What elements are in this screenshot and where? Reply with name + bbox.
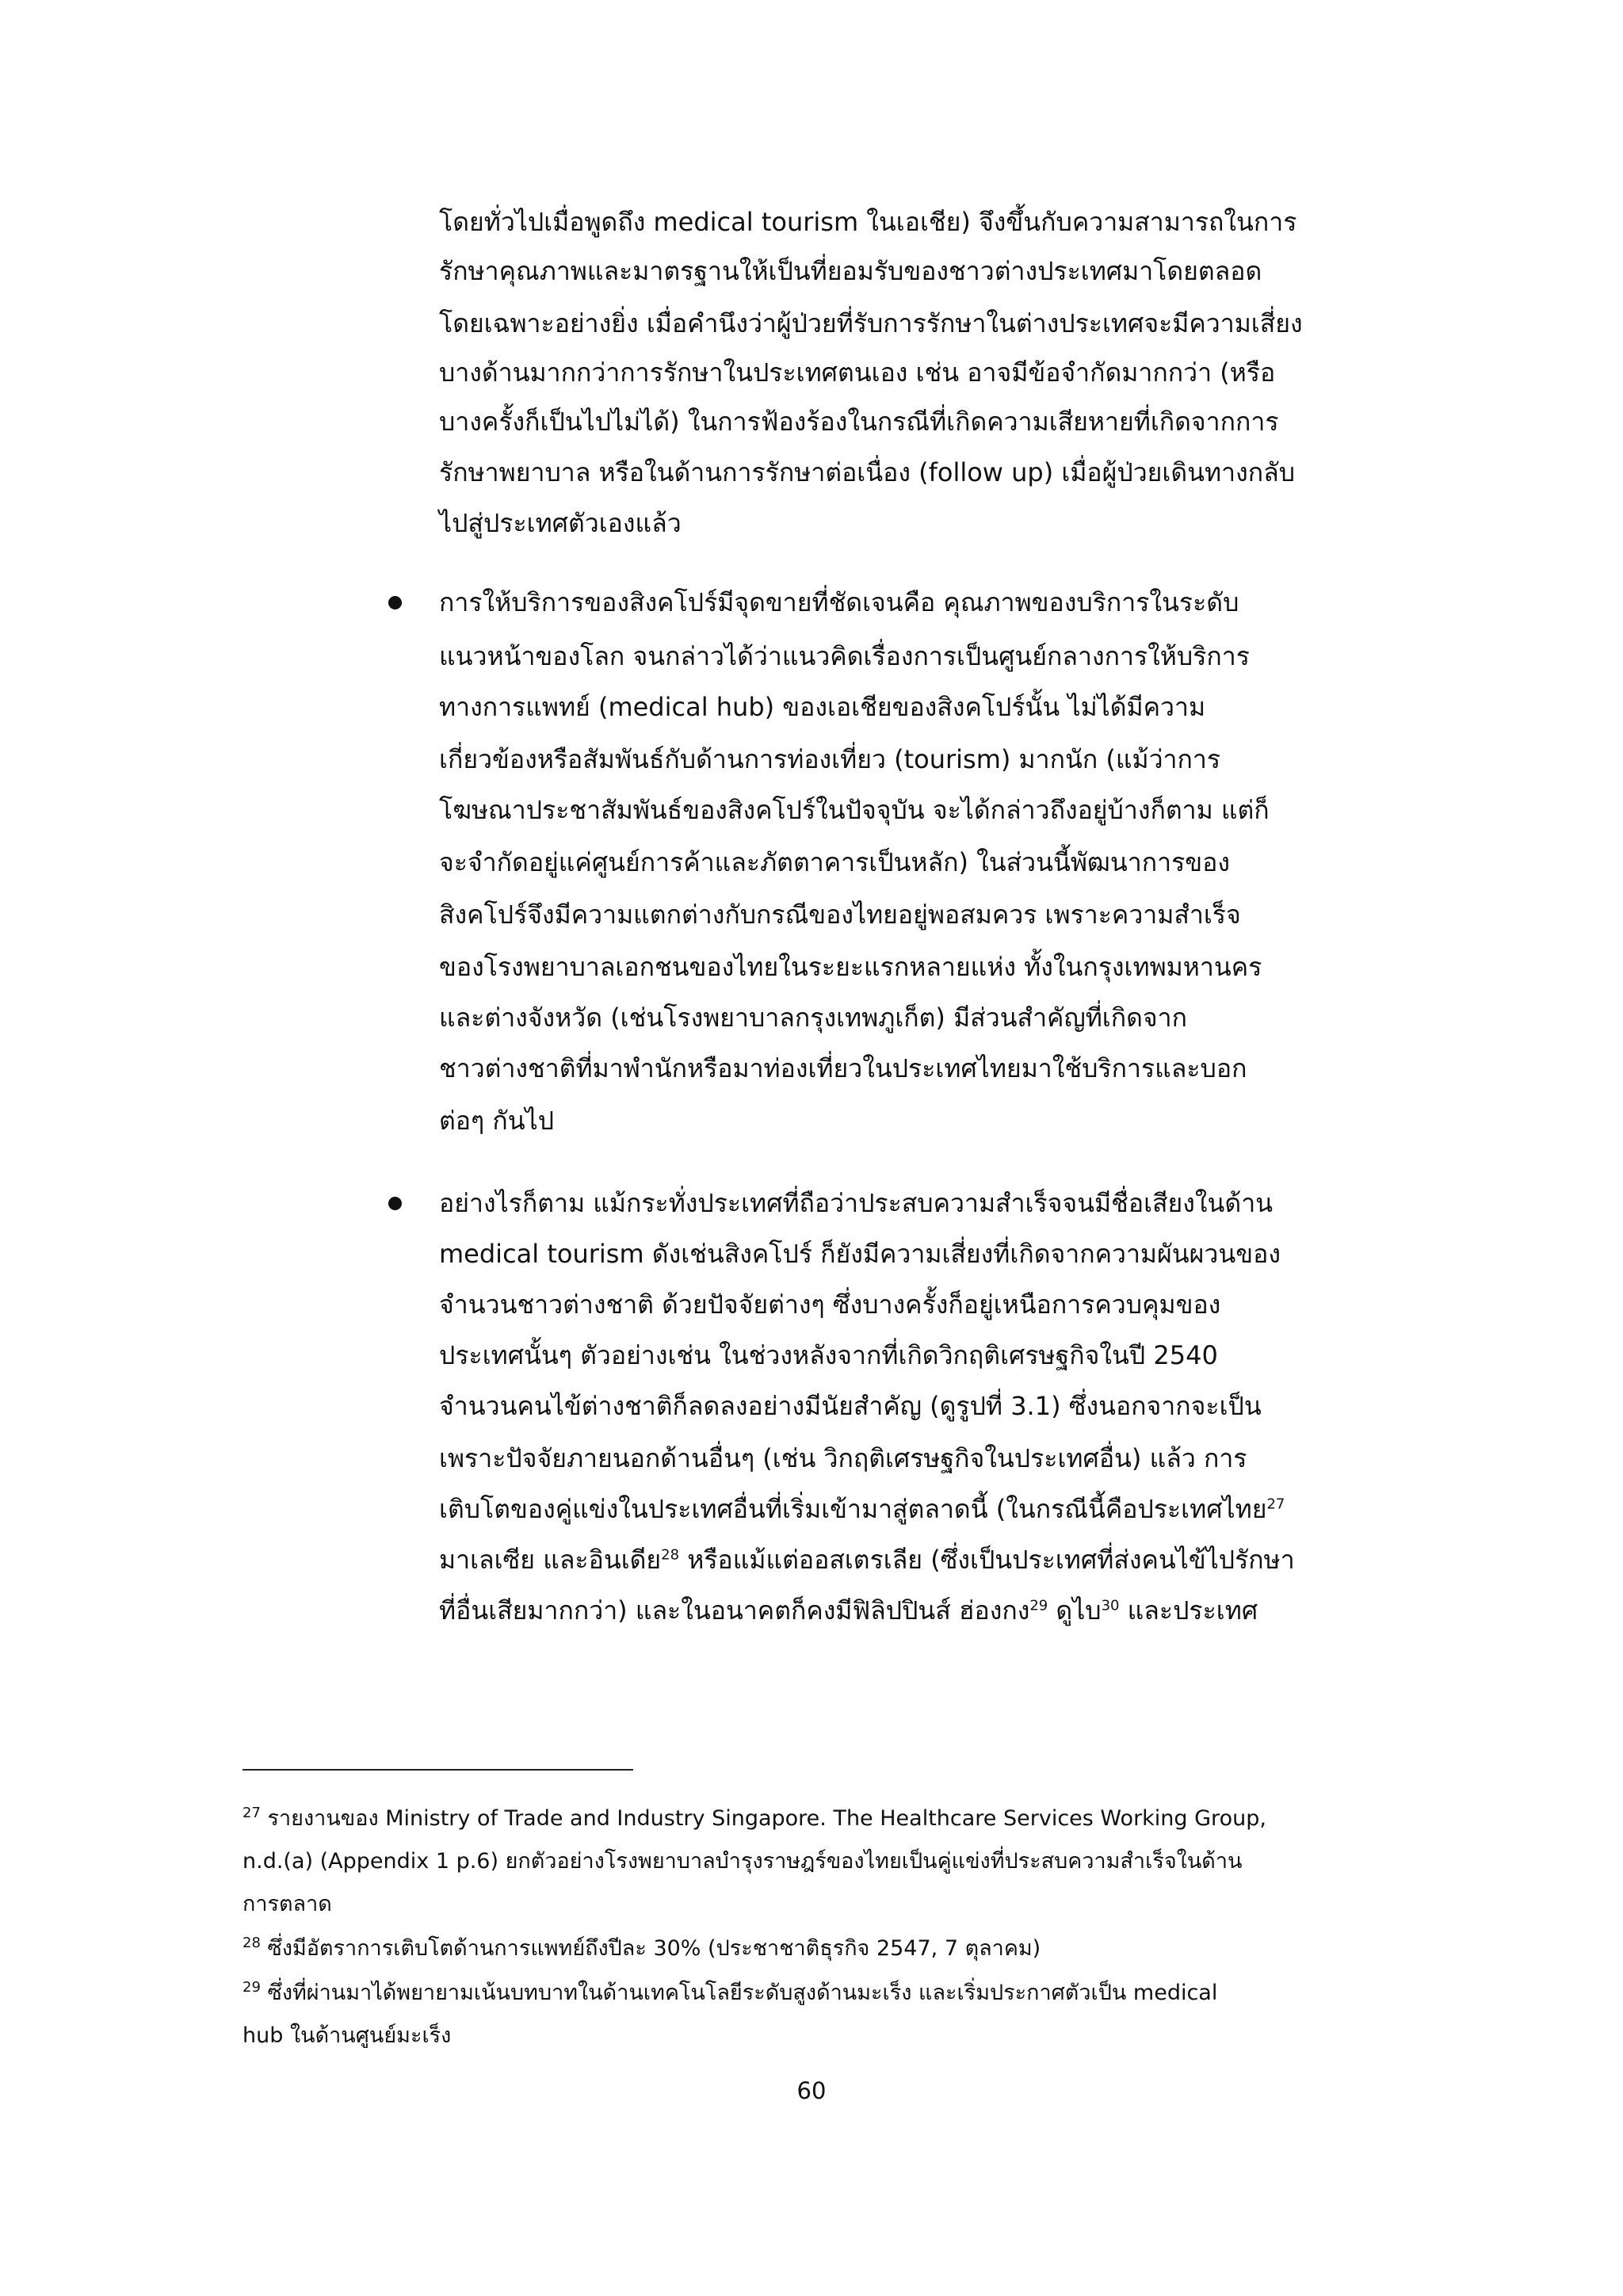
footnote-ref[interactable]: 29: [1029, 1597, 1048, 1614]
footnote-number: 28: [242, 1935, 261, 1951]
bullet-icon: [388, 596, 402, 609]
footnote-number: 29: [242, 1979, 261, 1996]
footnote-28: [242, 1934, 1041, 1964]
text-segment: หรือแม้แต่ออสเตรเลีย (ซึ่งเป็นประเทศที่ส่งคนไข้ไปรักษา: [679, 1545, 1295, 1575]
text-line: รักษาคุณภาพและมาตรฐานให้เป็นที่ยอมรับของชาวต่างประเทศมาโดยตลอด: [439, 256, 1262, 286]
text-line: ชาวต่างชาติที่มาพำนักหรือมาท่องเที่ยวในประเทศไทยมาใช้บริการและบอก: [439, 1053, 1247, 1083]
footnote-text: ซึ่งมีอัตราการเติบโตด้านการแพทย์ถึงปีละ 30% (ประชาชาติธุรกิจ 2547, 7 ตุลาคม): [260, 1936, 1041, 1961]
text-segment: และประเทศ: [1119, 1595, 1258, 1626]
text-line: เกี่ยวข้องหรือสัมพันธ์กับด้านการท่องเที่ยว (tourism) มากนัก (แม้ว่าการ: [439, 744, 1221, 774]
text-line: สิงคโปร์จึงมีความแตกต่างกับกรณีของไทยอยู่พอสมควร เพราะความสำเร็จ: [439, 900, 1241, 930]
footnote-29: [242, 1978, 1217, 2008]
text-segment: ดูไบ: [1048, 1595, 1102, 1626]
page-number: 60: [796, 2077, 827, 2104]
text-line: อย่างไรก็ตาม แม้กระทั่งประเทศที่ถือว่าประสบความสำเร็จจนมีชื่อเสียงในด้าน: [439, 1188, 1274, 1218]
footnote-divider: [242, 1769, 633, 1771]
text-segment: มาเลเซีย และอินเดีย: [439, 1545, 662, 1575]
text-line: ไปสู่ประเทศตัวเองแล้ว: [439, 508, 682, 538]
text-line: บางด้านมากกว่าการรักษาในประเทศตนเอง เช่น อาจมีข้อจำกัดมากกว่า (หรือ: [439, 357, 1276, 388]
text-line: ของโรงพยาบาลเอกชนของไทยในระยะแรกหลายแห่ง ทั้งในกรุงเทพมหานคร: [439, 952, 1262, 982]
text-segment: เติบโตของคู่แข่งในประเทศอื่นที่เริ่มเข้ามาสู่ตลาดนี้ (ในกรณีนี้คือประเทศไทย: [439, 1494, 1267, 1524]
footnote-text: hub ในด้านศูนย์มะเร็ง: [242, 2023, 452, 2048]
text-line: ทางการแพทย์ (medical hub) ของเอเชียของสิงคโปร์นั้น ไม่ได้มีความ: [439, 692, 1206, 722]
text-line: โดยทั่วไปเมื่อพูดถึง medical tourism ในเอเชีย) จึงขึ้นกับความสามารถในการ: [439, 207, 1297, 237]
text-line: และต่างจังหวัด (เช่นโรงพยาบาลกรุงเทพภูเก็ต) มีส่วนสำคัญที่เกิดจาก: [439, 1003, 1187, 1033]
text-line: [439, 1542, 1295, 1577]
text-line: ต่อๆ กันไป: [439, 1106, 555, 1136]
text-line: [439, 1593, 1258, 1628]
footnote-ref[interactable]: 27: [1266, 1496, 1285, 1513]
footnote-ref[interactable]: 30: [1101, 1597, 1120, 1614]
footnote-27: [242, 1804, 1266, 1834]
footnote-text: รายงานของ Ministry of Trade and Industry Singapore. The Healthcare Services Working Group,: [260, 1806, 1266, 1831]
bullet-icon: [388, 1197, 402, 1210]
footnote-number: 27: [242, 1805, 261, 1821]
text-line: แนวหน้าของโลก จนกล่าวได้ว่าแนวคิดเรื่องการเป็นศูนย์กลางการให้บริการ: [439, 641, 1250, 671]
text-line: ประเทศนั้นๆ ตัวอย่างเช่น ในช่วงหลังจากที่เกิดวิกฤติเศรษฐกิจในปี 2540: [439, 1340, 1218, 1370]
text-line: จำนวนคนไข้ต่างชาติก็ลดลงอย่างมีนัยสำคัญ (ดูรูปที่ 3.1) ซึ่งนอกจากจะเป็น: [439, 1391, 1262, 1421]
footnote-text: ซึ่งที่ผ่านมาได้พยายามเน้นบทบาทในด้านเทคโนโลยีระดับสูงด้านมะเร็ง และเริ่มประกาศตัวเป็น medical: [260, 1981, 1218, 2005]
text-line: เพราะปัจจัยภายนอกด้านอื่นๆ (เช่น วิกฤติเศรษฐกิจในประเทศอื่น) แล้ว การ: [439, 1443, 1247, 1473]
text-line: รักษาพยาบาล หรือในด้านการรักษาต่อเนื่อง (follow up) เมื่อผู้ป่วยเดินทางกลับ: [439, 457, 1295, 487]
footnote-text: การตลาด: [242, 1892, 332, 1916]
text-segment: ที่อื่นเสียมากกว่า) และในอนาคตก็คงมีฟิลิปปินส์ ฮ่องกง: [439, 1595, 1030, 1626]
text-line: โดยเฉพาะอย่างยิ่ง เมื่อคำนึงว่าผู้ป่วยที่รับการรักษาในต่างประเทศจะมีความเสี่ยง: [439, 308, 1303, 338]
footnote-ref[interactable]: 28: [661, 1546, 680, 1564]
text-line: โฆษณาประชาสัมพันธ์ของสิงคโปร์ในปัจจุบัน จะได้กล่าวถึงอยู่บ้างก็ตาม แต่ก็: [439, 795, 1270, 825]
text-line: จำนวนชาวต่างชาติ ด้วยปัจจัยต่างๆ ซึ่งบางครั้งก็อยู่เหนือการควบคุมของ: [439, 1289, 1221, 1320]
text-line: medical tourism ดังเช่นสิงคโปร์ ก็ยังมีความเสี่ยงที่เกิดจากความผันผวนของ: [439, 1239, 1281, 1269]
text-line: [439, 1492, 1285, 1526]
text-line: บางครั้งก็เป็นไปไม่ได้) ในการฟ้องร้องในกรณีที่เกิดความเสียหายที่เกิดจากการ: [439, 407, 1279, 437]
text-line: การให้บริการของสิงคโปร์มีจุดขายที่ชัดเจนคือ คุณภาพของบริการในระดับ: [439, 587, 1239, 617]
footnote-text: n.d.(a) (Appendix 1 p.6) ยกตัวอย่างโรงพยาบาลบำรุงราษฎร์ของไทยเป็นคู่แข่งที่ประสบความสำเร็จในด้าน: [242, 1849, 1243, 1874]
text-line: จะจำกัดอยู่แค่ศูนย์การค้าและภัตตาคารเป็นหลัก) ในส่วนนี้พัฒนาการของ: [439, 847, 1230, 877]
